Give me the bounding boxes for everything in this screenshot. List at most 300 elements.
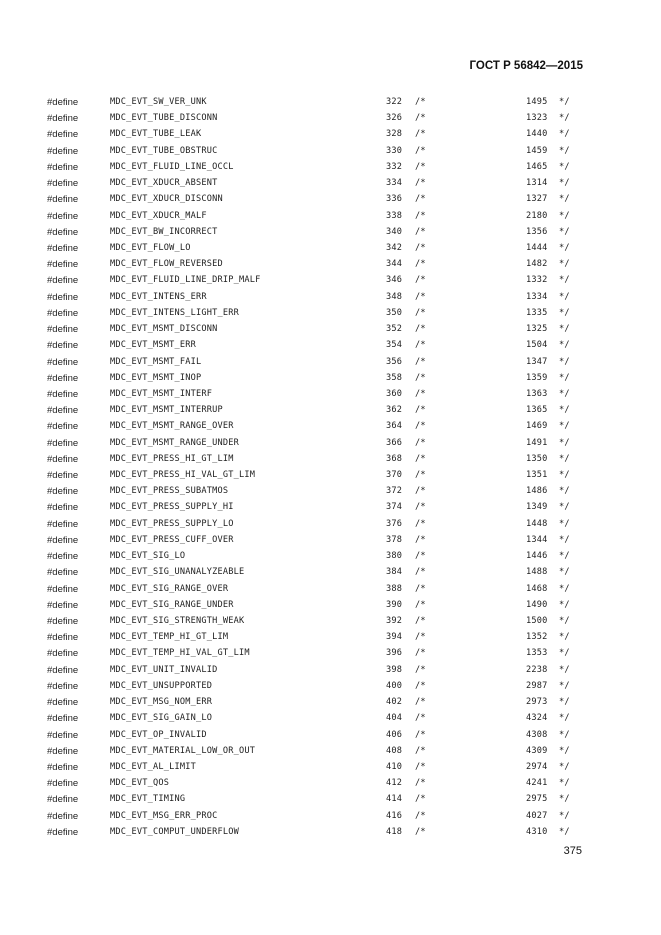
constant-value: 414 bbox=[386, 794, 403, 805]
reference-code: 1446 bbox=[526, 551, 548, 562]
reference-code: 4310 bbox=[526, 826, 548, 837]
comment-open: /* bbox=[415, 405, 426, 416]
define-keyword: #define bbox=[47, 178, 79, 190]
reference-code: 2238 bbox=[526, 664, 548, 675]
define-line bbox=[0, 226, 661, 242]
comment-close: */ bbox=[559, 388, 570, 399]
constant-value: 362 bbox=[386, 405, 403, 416]
constant-value: 390 bbox=[386, 599, 403, 610]
define-keyword: #define bbox=[47, 324, 79, 336]
comment-open: /* bbox=[415, 145, 426, 156]
define-line bbox=[0, 339, 661, 355]
constant-value: 392 bbox=[386, 616, 403, 626]
comment-open: /* bbox=[415, 632, 426, 643]
comment-open: /* bbox=[415, 697, 426, 708]
constant-value: 344 bbox=[386, 259, 403, 270]
comment-close: */ bbox=[559, 97, 570, 107]
comment-close: */ bbox=[559, 340, 570, 351]
define-keyword: #define bbox=[47, 437, 79, 449]
constant-name: MDC_EVT_SIG_UNANALYZEABLE bbox=[110, 567, 245, 578]
comment-close: */ bbox=[559, 502, 570, 513]
comment-open: /* bbox=[415, 534, 426, 545]
define-line bbox=[0, 712, 661, 728]
comment-open: /* bbox=[415, 826, 426, 837]
constant-name: MDC_EVT_MSMT_ERR bbox=[110, 340, 196, 351]
constant-value: 336 bbox=[386, 194, 403, 205]
comment-open: /* bbox=[415, 745, 426, 756]
reference-code: 1352 bbox=[526, 632, 548, 643]
comment-open: /* bbox=[415, 470, 426, 481]
reference-code: 1356 bbox=[526, 226, 548, 237]
define-line bbox=[0, 356, 661, 372]
comment-open: /* bbox=[415, 567, 426, 578]
define-line bbox=[0, 404, 661, 420]
define-keyword: #define bbox=[47, 551, 79, 563]
constant-value: 342 bbox=[386, 242, 403, 253]
define-line bbox=[0, 485, 661, 501]
comment-close: */ bbox=[559, 664, 570, 675]
comment-close: */ bbox=[559, 259, 570, 270]
comment-close: */ bbox=[559, 599, 570, 610]
comment-close: */ bbox=[559, 324, 570, 335]
comment-open: /* bbox=[415, 161, 426, 172]
comment-close: */ bbox=[559, 794, 570, 805]
constant-name: MDC_EVT_INTENS_ERR bbox=[110, 291, 207, 302]
constant-name: MDC_EVT_MSMT_RANGE_UNDER bbox=[110, 437, 239, 448]
comment-open: /* bbox=[415, 372, 426, 383]
define-keyword: #define bbox=[47, 486, 79, 498]
constant-name: MDC_EVT_UNSUPPORTED bbox=[110, 680, 213, 691]
constant-value: 322 bbox=[386, 97, 403, 107]
constant-value: 396 bbox=[386, 648, 403, 659]
constant-value: 398 bbox=[386, 664, 403, 675]
constant-value: 338 bbox=[386, 210, 403, 221]
comment-open: /* bbox=[415, 388, 426, 399]
comment-close: */ bbox=[559, 242, 570, 253]
comment-close: */ bbox=[559, 680, 570, 691]
reference-code: 2974 bbox=[526, 761, 548, 772]
comment-open: /* bbox=[415, 794, 426, 805]
constant-name: MDC_EVT_TUBE_DISCONN bbox=[110, 113, 218, 124]
comment-open: /* bbox=[415, 97, 426, 107]
comment-open: /* bbox=[415, 713, 426, 724]
define-keyword: #define bbox=[47, 616, 79, 627]
reference-code: 1327 bbox=[526, 194, 548, 205]
comment-open: /* bbox=[415, 518, 426, 529]
comment-open: /* bbox=[415, 486, 426, 497]
reference-code: 1468 bbox=[526, 583, 548, 594]
define-line bbox=[0, 664, 661, 680]
comment-open: /* bbox=[415, 242, 426, 253]
constant-name: MDC_EVT_TUBE_OBSTRUC bbox=[110, 145, 218, 156]
reference-code: 4027 bbox=[526, 810, 548, 821]
define-line bbox=[0, 291, 661, 307]
comment-close: */ bbox=[559, 226, 570, 237]
constant-name: MDC_EVT_PRESS_CUFF_OVER bbox=[110, 534, 234, 545]
comment-close: */ bbox=[559, 421, 570, 432]
reference-code: 4308 bbox=[526, 729, 548, 740]
reference-code: 1365 bbox=[526, 405, 548, 416]
constant-value: 372 bbox=[386, 486, 403, 497]
constant-name: MDC_EVT_SIG_STRENGTH_WEAK bbox=[110, 616, 245, 626]
constant-value: 328 bbox=[386, 129, 403, 140]
comment-close: */ bbox=[559, 372, 570, 383]
constant-value: 360 bbox=[386, 388, 403, 399]
comment-close: */ bbox=[559, 194, 570, 205]
define-keyword: #define bbox=[47, 356, 79, 368]
comment-open: /* bbox=[415, 291, 426, 302]
reference-code: 1335 bbox=[526, 307, 548, 318]
comment-close: */ bbox=[559, 729, 570, 740]
define-keyword: #define bbox=[47, 372, 79, 384]
constant-name: MDC_EVT_PRESS_SUBATMOS bbox=[110, 486, 229, 497]
constant-value: 350 bbox=[386, 307, 403, 318]
reference-code: 1314 bbox=[526, 178, 548, 189]
constant-value: 358 bbox=[386, 372, 403, 383]
define-keyword: #define bbox=[47, 713, 79, 725]
define-line bbox=[0, 550, 661, 566]
constant-name: MDC_EVT_FLOW_LO bbox=[110, 242, 191, 253]
constant-value: 326 bbox=[386, 113, 403, 124]
reference-code: 1351 bbox=[526, 470, 548, 481]
reference-code: 2975 bbox=[526, 794, 548, 805]
reference-code: 1440 bbox=[526, 129, 548, 140]
constant-value: 410 bbox=[386, 761, 403, 772]
constant-name: MDC_EVT_SIG_RANGE_UNDER bbox=[110, 599, 234, 610]
comment-open: /* bbox=[415, 210, 426, 221]
document-header: ГОСТ Р 56842—2015 bbox=[469, 60, 583, 72]
comment-open: /* bbox=[415, 583, 426, 594]
constant-name: MDC_EVT_MATERIAL_LOW_OR_OUT bbox=[110, 745, 256, 756]
comment-open: /* bbox=[415, 437, 426, 448]
define-line bbox=[0, 210, 661, 226]
constant-value: 334 bbox=[386, 178, 403, 189]
define-line bbox=[0, 777, 661, 793]
define-keyword: #define bbox=[47, 810, 79, 822]
define-keyword: #define bbox=[47, 470, 79, 482]
define-line bbox=[0, 826, 661, 842]
constant-name: MDC_EVT_SIG_LO bbox=[110, 551, 186, 562]
comment-close: */ bbox=[559, 161, 570, 172]
constant-value: 332 bbox=[386, 161, 403, 172]
constant-value: 378 bbox=[386, 534, 403, 545]
constant-name: MDC_EVT_INTENS_LIGHT_ERR bbox=[110, 307, 239, 318]
comment-close: */ bbox=[559, 648, 570, 659]
define-keyword: #define bbox=[47, 583, 79, 595]
define-line bbox=[0, 680, 661, 696]
comment-close: */ bbox=[559, 210, 570, 221]
comment-close: */ bbox=[559, 567, 570, 578]
define-line bbox=[0, 242, 661, 258]
define-list bbox=[0, 96, 661, 842]
constant-value: 376 bbox=[386, 518, 403, 529]
define-line bbox=[0, 696, 661, 712]
constant-name: MDC_EVT_COMPUT_UNDERFLOW bbox=[110, 826, 239, 837]
constant-name: MDC_EVT_TUBE_LEAK bbox=[110, 129, 202, 140]
constant-name: MDC_EVT_TEMP_HI_VAL_GT_LIM bbox=[110, 648, 250, 659]
constant-value: 394 bbox=[386, 632, 403, 643]
constant-name: MDC_EVT_TIMING bbox=[110, 794, 186, 805]
comment-open: /* bbox=[415, 778, 426, 789]
reference-code: 1347 bbox=[526, 356, 548, 367]
constant-name: MDC_EVT_MSG_NOM_ERR bbox=[110, 697, 213, 708]
reference-code: 1486 bbox=[526, 486, 548, 497]
define-keyword: #define bbox=[47, 291, 79, 303]
comment-close: */ bbox=[559, 113, 570, 124]
comment-close: */ bbox=[559, 307, 570, 318]
reference-code: 1448 bbox=[526, 518, 548, 529]
comment-close: */ bbox=[559, 778, 570, 789]
reference-code: 2987 bbox=[526, 680, 548, 691]
define-keyword: #define bbox=[47, 632, 79, 644]
constant-name: MDC_EVT_OP_INVALID bbox=[110, 729, 207, 740]
define-line bbox=[0, 258, 661, 274]
constant-value: 330 bbox=[386, 145, 403, 156]
constant-name: MDC_EVT_PRESS_SUPPLY_HI bbox=[110, 502, 234, 513]
comment-open: /* bbox=[415, 502, 426, 513]
constant-name: MDC_EVT_XDUCR_DISCONN bbox=[110, 194, 223, 205]
define-keyword: #define bbox=[47, 226, 79, 238]
constant-name: MDC_EVT_SIG_RANGE_OVER bbox=[110, 583, 229, 594]
define-line bbox=[0, 745, 661, 761]
comment-open: /* bbox=[415, 551, 426, 562]
comment-open: /* bbox=[415, 324, 426, 335]
comment-open: /* bbox=[415, 680, 426, 691]
constant-value: 408 bbox=[386, 745, 403, 756]
define-line bbox=[0, 615, 661, 631]
comment-open: /* bbox=[415, 307, 426, 318]
constant-value: 406 bbox=[386, 729, 403, 740]
constant-value: 340 bbox=[386, 226, 403, 237]
constant-name: MDC_EVT_PRESS_HI_VAL_GT_LIM bbox=[110, 470, 256, 481]
reference-code: 2973 bbox=[526, 697, 548, 708]
comment-open: /* bbox=[415, 226, 426, 237]
comment-open: /* bbox=[415, 259, 426, 270]
define-keyword: #define bbox=[47, 97, 79, 108]
constant-value: 368 bbox=[386, 453, 403, 464]
define-line bbox=[0, 761, 661, 777]
define-keyword: #define bbox=[47, 664, 79, 676]
comment-close: */ bbox=[559, 145, 570, 156]
constant-name: MDC_EVT_QOS bbox=[110, 778, 170, 789]
define-keyword: #define bbox=[47, 421, 79, 433]
reference-code: 1444 bbox=[526, 242, 548, 253]
constant-name: MDC_EVT_MSMT_INTERRUP bbox=[110, 405, 223, 416]
define-line bbox=[0, 307, 661, 323]
reference-code: 1504 bbox=[526, 340, 548, 351]
comment-open: /* bbox=[415, 194, 426, 205]
constant-name: MDC_EVT_FLUID_LINE_DRIP_MALF bbox=[110, 275, 261, 286]
define-line bbox=[0, 112, 661, 128]
reference-code: 1491 bbox=[526, 437, 548, 448]
comment-close: */ bbox=[559, 697, 570, 708]
define-keyword: #define bbox=[47, 259, 79, 271]
constant-value: 354 bbox=[386, 340, 403, 351]
constant-value: 384 bbox=[386, 567, 403, 578]
constant-name: MDC_EVT_MSMT_INTERF bbox=[110, 388, 213, 399]
constant-value: 364 bbox=[386, 421, 403, 432]
constant-name: MDC_EVT_FLUID_LINE_OCCL bbox=[110, 161, 234, 172]
comment-open: /* bbox=[415, 453, 426, 464]
comment-close: */ bbox=[559, 291, 570, 302]
reference-code: 1350 bbox=[526, 453, 548, 464]
define-keyword: #define bbox=[47, 242, 79, 254]
comment-open: /* bbox=[415, 113, 426, 124]
reference-code: 1323 bbox=[526, 113, 548, 124]
define-line bbox=[0, 518, 661, 534]
define-keyword: #define bbox=[47, 697, 79, 709]
comment-close: */ bbox=[559, 583, 570, 594]
comment-close: */ bbox=[559, 178, 570, 189]
constant-value: 370 bbox=[386, 470, 403, 481]
comment-close: */ bbox=[559, 453, 570, 464]
constant-name: MDC_EVT_PRESS_SUPPLY_LO bbox=[110, 518, 234, 529]
comment-close: */ bbox=[559, 534, 570, 545]
define-line bbox=[0, 177, 661, 193]
comment-open: /* bbox=[415, 761, 426, 772]
define-line bbox=[0, 599, 661, 615]
constant-value: 374 bbox=[386, 502, 403, 513]
define-line bbox=[0, 583, 661, 599]
reference-code: 1353 bbox=[526, 648, 548, 659]
comment-close: */ bbox=[559, 826, 570, 837]
constant-name: MDC_EVT_FLOW_REVERSED bbox=[110, 259, 223, 270]
define-keyword: #define bbox=[47, 388, 79, 400]
comment-open: /* bbox=[415, 599, 426, 610]
reference-code: 1469 bbox=[526, 421, 548, 432]
page-number: 375 bbox=[563, 845, 582, 857]
constant-value: 404 bbox=[386, 713, 403, 724]
constant-name: MDC_EVT_TEMP_HI_GT_LIM bbox=[110, 632, 229, 643]
reference-code: 1495 bbox=[526, 97, 548, 107]
reference-code: 1334 bbox=[526, 291, 548, 302]
comment-close: */ bbox=[559, 761, 570, 772]
constant-value: 416 bbox=[386, 810, 403, 821]
define-keyword: #define bbox=[47, 534, 79, 546]
define-line bbox=[0, 453, 661, 469]
define-line bbox=[0, 793, 661, 809]
define-keyword: #define bbox=[47, 680, 79, 692]
define-line bbox=[0, 420, 661, 436]
constant-value: 388 bbox=[386, 583, 403, 594]
constant-name: MDC_EVT_MSMT_DISCONN bbox=[110, 324, 218, 335]
define-line bbox=[0, 193, 661, 209]
define-line bbox=[0, 437, 661, 453]
define-line bbox=[0, 566, 661, 582]
define-line bbox=[0, 372, 661, 388]
define-line bbox=[0, 501, 661, 517]
comment-open: /* bbox=[415, 729, 426, 740]
define-keyword: #define bbox=[47, 161, 79, 173]
reference-code: 1325 bbox=[526, 324, 548, 335]
constant-name: MDC_EVT_PRESS_HI_GT_LIM bbox=[110, 453, 234, 464]
comment-close: */ bbox=[559, 275, 570, 286]
comment-open: /* bbox=[415, 356, 426, 367]
comment-close: */ bbox=[559, 470, 570, 481]
define-line bbox=[0, 388, 661, 404]
constant-name: MDC_EVT_MSG_ERR_PROC bbox=[110, 810, 218, 821]
constant-name: MDC_EVT_XDUCR_MALF bbox=[110, 210, 207, 221]
constant-name: MDC_EVT_XDUCR_ABSENT bbox=[110, 178, 218, 189]
define-keyword: #define bbox=[47, 275, 79, 287]
comment-close: */ bbox=[559, 713, 570, 724]
define-keyword: #define bbox=[47, 145, 79, 157]
define-line bbox=[0, 631, 661, 647]
define-keyword: #define bbox=[47, 567, 79, 579]
constant-name: MDC_EVT_MSMT_FAIL bbox=[110, 356, 202, 367]
reference-code: 2180 bbox=[526, 210, 548, 221]
define-keyword: #define bbox=[47, 745, 79, 757]
comment-close: */ bbox=[559, 616, 570, 626]
reference-code: 1349 bbox=[526, 502, 548, 513]
reference-code: 4241 bbox=[526, 778, 548, 789]
define-keyword: #define bbox=[47, 210, 79, 222]
define-keyword: #define bbox=[47, 502, 79, 514]
comment-open: /* bbox=[415, 178, 426, 189]
define-keyword: #define bbox=[47, 599, 79, 611]
constant-name: MDC_EVT_SW_VER_UNK bbox=[110, 97, 207, 107]
constant-value: 402 bbox=[386, 697, 403, 708]
reference-code: 1363 bbox=[526, 388, 548, 399]
constant-value: 418 bbox=[386, 826, 403, 837]
define-line bbox=[0, 274, 661, 290]
reference-code: 1500 bbox=[526, 616, 548, 626]
comment-close: */ bbox=[559, 486, 570, 497]
comment-open: /* bbox=[415, 616, 426, 626]
constant-value: 366 bbox=[386, 437, 403, 448]
reference-code: 1488 bbox=[526, 567, 548, 578]
reference-code: 1459 bbox=[526, 145, 548, 156]
define-line bbox=[0, 469, 661, 485]
comment-close: */ bbox=[559, 405, 570, 416]
constant-value: 352 bbox=[386, 324, 403, 335]
define-keyword: #define bbox=[47, 794, 79, 806]
constant-name: MDC_EVT_SIG_GAIN_LO bbox=[110, 713, 213, 724]
define-keyword: #define bbox=[47, 826, 79, 838]
reference-code: 1465 bbox=[526, 161, 548, 172]
constant-value: 346 bbox=[386, 275, 403, 286]
constant-name: MDC_EVT_MSMT_RANGE_OVER bbox=[110, 421, 234, 432]
define-line bbox=[0, 810, 661, 826]
constant-name: MDC_EVT_MSMT_INOP bbox=[110, 372, 202, 383]
comment-close: */ bbox=[559, 356, 570, 367]
define-keyword: #define bbox=[47, 729, 79, 741]
define-keyword: #define bbox=[47, 113, 79, 125]
reference-code: 4324 bbox=[526, 713, 548, 724]
constant-value: 356 bbox=[386, 356, 403, 367]
comment-open: /* bbox=[415, 421, 426, 432]
constant-name: MDC_EVT_BW_INCORRECT bbox=[110, 226, 218, 237]
define-keyword: #define bbox=[47, 129, 79, 141]
comment-open: /* bbox=[415, 340, 426, 351]
reference-code: 1332 bbox=[526, 275, 548, 286]
reference-code: 1490 bbox=[526, 599, 548, 610]
define-line bbox=[0, 161, 661, 177]
comment-close: */ bbox=[559, 129, 570, 140]
comment-close: */ bbox=[559, 745, 570, 756]
reference-code: 4309 bbox=[526, 745, 548, 756]
define-line bbox=[0, 128, 661, 144]
comment-open: /* bbox=[415, 648, 426, 659]
define-line bbox=[0, 323, 661, 339]
define-keyword: #define bbox=[47, 518, 79, 530]
define-line bbox=[0, 534, 661, 550]
define-line bbox=[0, 145, 661, 161]
define-keyword: #define bbox=[47, 778, 79, 790]
comment-open: /* bbox=[415, 664, 426, 675]
reference-code: 1344 bbox=[526, 534, 548, 545]
constant-name: MDC_EVT_AL_LIMIT bbox=[110, 761, 196, 772]
